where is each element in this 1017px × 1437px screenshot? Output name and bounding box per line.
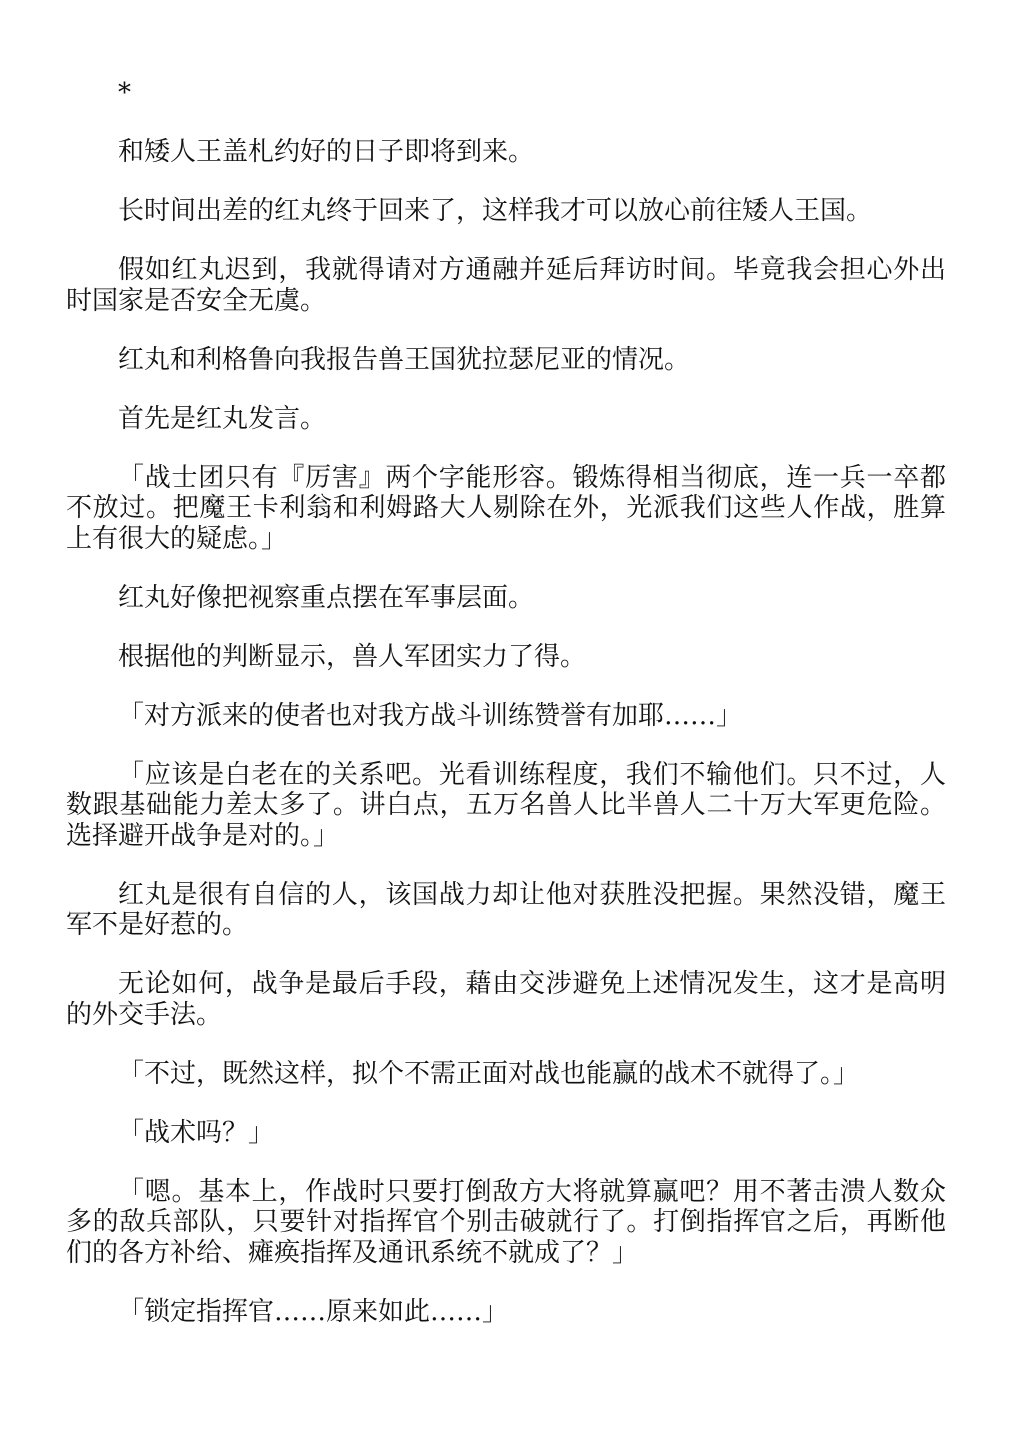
paragraph: 红丸是很有自信的人，该国战力却让他对获胜没把握。果然没错，魔王军不是好惹的。 (66, 879, 946, 940)
paragraph: 「战术吗？」 (118, 1117, 275, 1148)
paragraph: 红丸好像把视察重点摆在军事层面。 (118, 582, 535, 613)
paragraph: 红丸和利格鲁向我报告兽王国犹拉瑟尼亚的情况。 (118, 344, 691, 375)
scene-break-asterisk: * (118, 78, 131, 108)
paragraph: 「嗯。基本上，作战时只要打倒敌方大将就算赢吧？用不著击溃人数众多的敌兵部队，只要针对指挥官个别击破就行了。打倒指挥官之后，再断他们的各方补给、瘫痪指挥及通讯系统不就成了？」 (66, 1176, 946, 1268)
paragraph: 「应该是白老在的关系吧。光看训练程度，我们不输他们。只不过，人数跟基础能力差太多了。讲白点，五万名兽人比半兽人二十万大军更危险。选择避开战争是对的。」 (66, 759, 946, 851)
paragraph: 「不过，既然这样，拟个不需正面对战也能赢的战术不就得了。」 (118, 1058, 860, 1089)
paragraph: 首先是红丸发言。 (118, 403, 327, 434)
paragraph: 和矮人王盖札约好的日子即将到来。 (118, 137, 535, 167)
paragraph: 「锁定指挥官……原来如此……」 (118, 1296, 509, 1327)
paragraph: 「对方派来的使者也对我方战斗训练赞誉有加耶……」 (118, 700, 743, 731)
paragraph: 假如红丸迟到，我就得请对方通融并延后拜访时间。毕竟我会担心外出时国家是否安全无虞。 (66, 255, 946, 316)
paragraph: 长时间出差的红丸终于回来了，这样我才可以放心前往矮人王国。 (118, 196, 873, 226)
document-page (66, 78, 946, 1356)
paragraph: 无论如何，战争是最后手段，藉由交涉避免上述情况发生，这才是高明的外交手法。 (66, 969, 946, 1030)
paragraph: 「战士团只有『厉害』两个字能形容。锻炼得相当彻底，连一兵一卒都不放过。把魔王卡利翁和利姆路大人剔除在外，光派我们这些人作战，胜算上有很大的疑虑。」 (66, 462, 946, 554)
paragraph: 根据他的判断显示，兽人军团实力了得。 (118, 641, 587, 672)
